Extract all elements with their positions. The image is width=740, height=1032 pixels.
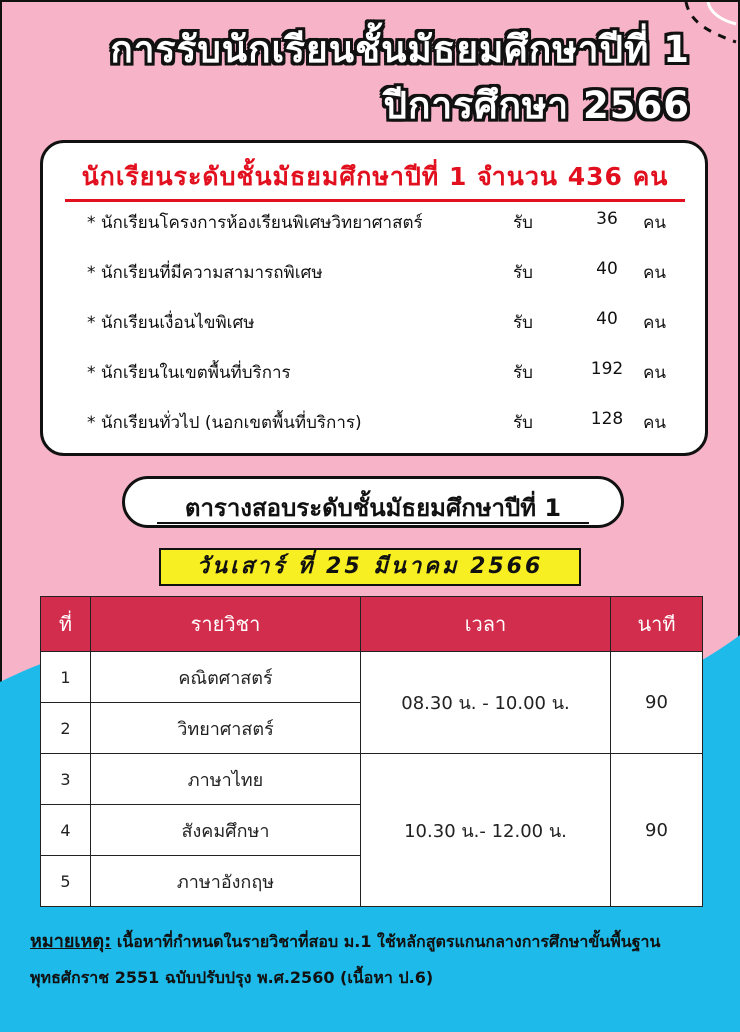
footnote: [30, 924, 720, 996]
quota-unit: คน: [643, 363, 666, 383]
quota-receive: รับ: [513, 213, 533, 233]
row-subject: คณิตศาสตร์: [91, 652, 361, 703]
row-subject: สังคมศึกษา: [91, 805, 361, 856]
row-number: 3: [41, 754, 91, 805]
column-header-subject: รายวิชา: [91, 597, 361, 652]
quota-receive: รับ: [513, 363, 533, 383]
quota-receive: รับ: [513, 313, 533, 333]
quota-count: 36: [596, 209, 618, 229]
quota-row: [87, 209, 687, 239]
row-time: 10.30 น.- 12.00 น.: [361, 754, 611, 907]
column-header-minutes: นาที: [611, 597, 703, 652]
footnote-line-1: [30, 924, 720, 960]
quota-label: * นักเรียนโครงการห้องเรียนพิเศษวิทยาศาสตร์: [87, 213, 423, 233]
quota-heading: นักเรียนระดับชั้นมัธยมศึกษาปีที่ 1 จำนวน 436 คน: [65, 157, 685, 202]
quota-count: 192: [590, 359, 624, 379]
heading-underline: [157, 522, 589, 524]
quota-receive: รับ: [513, 263, 533, 283]
quota-unit: คน: [643, 413, 666, 433]
quota-row: [87, 259, 687, 289]
footnote-text-2: พุทธศักราช 2551 ฉบับปรับปรุง พ.ศ.2560 (เนื้อหา ป.6): [30, 968, 434, 987]
row-subject: ภาษาไทย: [91, 754, 361, 805]
quota-label: * นักเรียนในเขตพื้นที่บริการ: [87, 363, 291, 383]
column-header-no: ที่: [41, 597, 91, 652]
exam-schedule-table: [40, 596, 703, 907]
column-header-time: เวลา: [361, 597, 611, 652]
row-subject: วิทยาศาสตร์: [91, 703, 361, 754]
quota-label: * นักเรียนทั่วไป (นอกเขตพื้นที่บริการ): [87, 413, 362, 433]
quota-count: 128: [590, 409, 624, 429]
admission-quota-box: [40, 140, 708, 456]
footnote-tag: หมายเหตุ:: [30, 931, 112, 952]
table-row: [41, 754, 703, 805]
row-number: 5: [41, 856, 91, 907]
row-minutes: 90: [611, 754, 703, 907]
row-minutes: 90: [611, 652, 703, 754]
table-row: [41, 652, 703, 703]
quota-count: 40: [596, 309, 618, 329]
quota-label: * นักเรียนที่มีความสามารถพิเศษ: [87, 263, 323, 283]
page-title: การรับนักเรียนชั้นมัธยมศึกษาปีที่ 1: [110, 28, 690, 71]
row-time: 08.30 น. - 10.00 น.: [361, 652, 611, 754]
page-subtitle-year: ปีการศึกษา 2566: [383, 84, 690, 127]
exam-schedule-heading-pill: [122, 476, 624, 528]
quota-unit: คน: [643, 213, 666, 233]
row-number: 1: [41, 652, 91, 703]
exam-date-banner: วันเสาร์ ที่ 25 มีนาคม 2566: [159, 548, 581, 586]
quota-row: [87, 409, 687, 439]
quota-row: [87, 359, 687, 389]
quota-unit: คน: [643, 313, 666, 333]
quota-unit: คน: [643, 263, 666, 283]
row-subject: ภาษาอังกฤษ: [91, 856, 361, 907]
quota-receive: รับ: [513, 413, 533, 433]
row-number: 2: [41, 703, 91, 754]
quota-row: [87, 309, 687, 339]
quota-label: * นักเรียนเงื่อนไขพิเศษ: [87, 313, 255, 333]
quota-count: 40: [596, 259, 618, 279]
exam-schedule-heading: ตารางสอบระดับชั้นมัธยมศึกษาปีที่ 1: [184, 494, 562, 522]
footnote-text-1: เนื้อหาที่กำหนดในรายวิชาที่สอบ ม.1 ใช้หลักสูตรแกนกลางการศึกษาขั้นพื้นฐาน: [116, 932, 661, 951]
row-number: 4: [41, 805, 91, 856]
table-header-row: [41, 597, 703, 652]
